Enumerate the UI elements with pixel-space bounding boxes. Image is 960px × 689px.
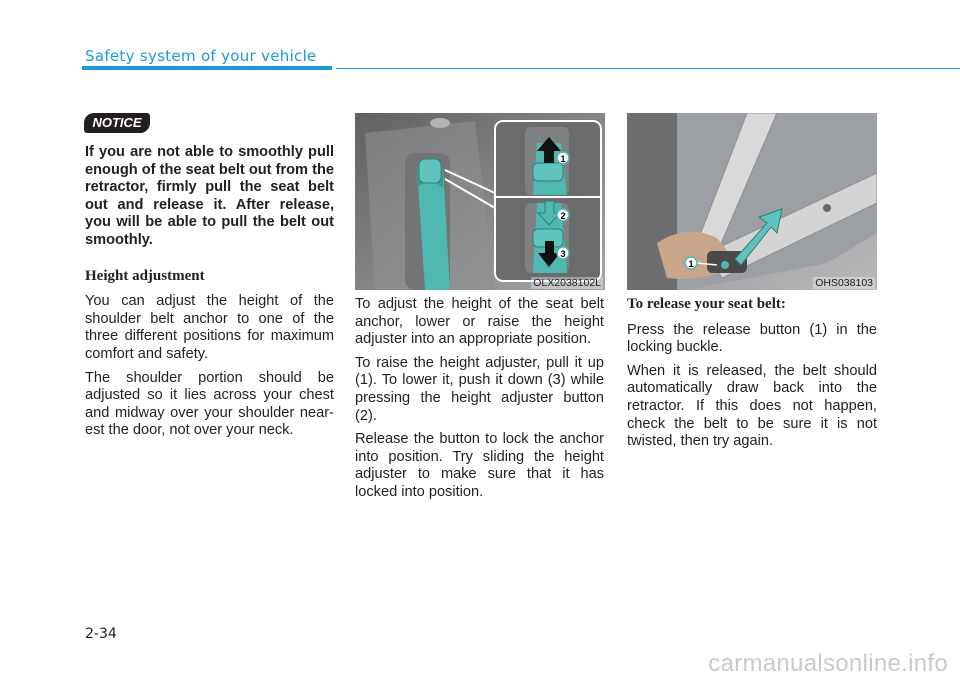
figure-code: OLX2038102L: [533, 277, 601, 289]
buckle-release-figure: [627, 113, 877, 290]
callout-1-text: 1: [688, 259, 694, 269]
release-heading: To release your seat belt:: [627, 296, 786, 312]
height-adjustment-heading: Height adjustment: [85, 267, 205, 284]
column-middle: [355, 296, 604, 508]
height-paragraph-2: The shoulder portion should be adjusted so it lies across your chest and midway over your shoulder near-est the door, not over your neck.: [85, 369, 334, 439]
height-adjuster-illustration: [355, 113, 605, 290]
buckle-release-illustration: [627, 113, 877, 290]
release-paragraph-2: When it is released, the belt should automatically draw back into the retractor. If this does not happen, check the belt to be sure it is not twisted, then try again.: [627, 362, 877, 450]
adjust-paragraph-3: Release the button to lock the anchor into position. Try sliding the height adjuster to make sure that it has locked into position.: [355, 431, 604, 500]
callout-1-text: 1: [560, 154, 566, 164]
callout-3-text: 3: [560, 249, 566, 259]
header-rule-thin: [336, 68, 960, 69]
height-paragraph-1: You can adjust the height of the shoulder belt anchor to one of the three different positions for maximum comfort and safety.: [85, 293, 334, 362]
section-title: Safety system of your vehicle: [85, 47, 317, 65]
page-number: 2-34: [85, 626, 117, 642]
column-left: [85, 144, 334, 446]
watermark: carmanualsonline.info: [708, 650, 948, 677]
figure-code: OHS038103: [815, 277, 873, 289]
callout-2-text: 2: [560, 211, 566, 221]
notice-badge: NOTICE: [84, 113, 150, 133]
column-right: [627, 296, 877, 457]
adjust-paragraph-1: To adjust the height of the seat belt anchor, lower or raise the height adjuster into an appropriate position.: [355, 296, 604, 348]
release-paragraph-1: Press the release button (1) in the locking buckle.: [627, 321, 877, 356]
header-rule-thick: [82, 66, 332, 70]
adjust-paragraph-2: To raise the height adjuster, pull it up (1). To lower it, push it down (3) while pressing the height adjuster button (2).: [355, 354, 604, 424]
notice-text: If you are not able to smoothly pull enough of the seat belt out from the retractor, firmly pull the seat belt out and release it. After release, you will be able to pull the belt out smoothly.: [85, 144, 334, 248]
height-adjuster-figure: [355, 113, 605, 290]
